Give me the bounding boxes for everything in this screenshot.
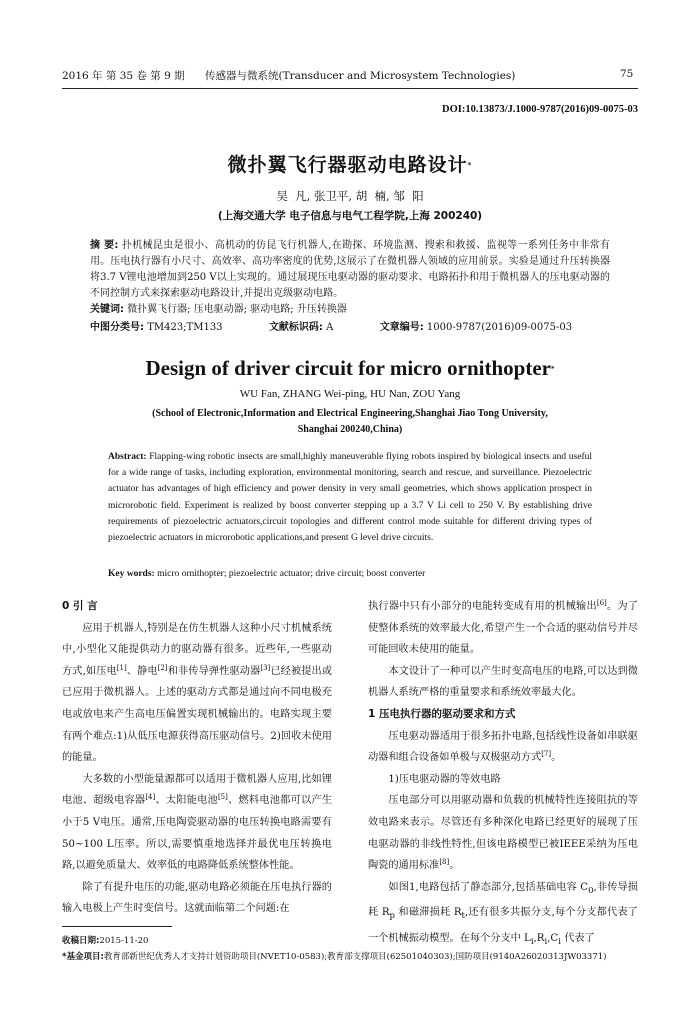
english-abstract-label: Abstract: xyxy=(108,452,147,462)
chinese-keywords: 关键词: 微扑翼飞行器; 压电驱动器; 驱动电路; 升压转换器 xyxy=(90,304,347,315)
funding-note: *基金项目:教育部新世纪优秀人才支持计划资助项目(NVET10-0583);教育部支撑项目(62501040303);国防项目(9140A26020313JW03371) xyxy=(62,952,607,962)
received-date: 收稿日期:2015-11-20 xyxy=(62,936,149,946)
header-rule xyxy=(62,88,638,89)
paragraph: 执行器中只有小部分的电能转变成有用的机械输出[6]。为了使整体系统的效率最大化,希望产生一个合适的驱动信号并尽可能回收未使用的能量。 xyxy=(368,599,639,656)
chinese-title: 微扑翼飞行器驱动电路设计* xyxy=(227,154,473,176)
abstract-label: 摘 要: xyxy=(90,240,119,251)
paragraph: 本文设计了一种可以产生时变高电压的电路,可以达到微机器人系统严格的重量要求和系统效率最大化。 xyxy=(368,665,638,699)
page-number: 75 xyxy=(620,68,634,80)
paragraph: 应用于机器人,特别是在仿生机器人这种小尺寸机械系统中,小型化又能提供动力的驱动器有很多。近些年,一些驱动方式,如压电[1]、静电[2]和非传导弹性驱动器[3]已经被提出或已应用于微机器人。上述的驱动方式都是通过向不同电极充电或放电来产生高电压偏置实现机械输出的。电路实现主要有两个难点:1)从低压电源获得高压驱动信号。2)回收未使用的能量。 xyxy=(62,622,333,764)
english-authors: WU Fan, ZHANG Wei-ping, HU Nan, ZOU Yang xyxy=(239,388,461,400)
english-abstract: Abstract: Flapping-wing robotic insects are small,highly maneuverable flying robots inspired by biological insects and useful for a wide range of tasks, including exploration, environmental monitoring, search and rescue, and surveillance. Piezoelectric actuator has advantages of high efficiency and power density in very small geometries, which shows application prospect in microrobotic field. Experiment is realized by boost converter stepping up a 3.7 V Li cell to 250 V. By establishing drive requirements of piezoelectric actuators,circuit topologies and different control mode suitable for different driving types of piezoelectric actuators in microrobotic applications,and present G level drive circuits. xyxy=(108,452,592,544)
doi: DOI:10.13873/J.1000-9787(2016)09-0075-03 xyxy=(442,104,638,115)
paragraph: 压电驱动器适用于很多拓扑电路,包括线性设备如串联驱动器和组合设备如单极与双极驱动方式[7]。 xyxy=(368,730,638,764)
english-affiliation: (School of Electronic,Information and Electrical Engineering,Shanghai Jiao Tong University, Shanghai 200240,China) xyxy=(152,408,548,435)
footnote-rule xyxy=(62,926,172,927)
english-keywords-label: Key words: xyxy=(108,569,155,579)
chinese-affiliation: (上海交通大学 电子信息与电气工程学院,上海 200240) xyxy=(217,210,483,222)
section-1-heading: 1 压电执行器的驱动要求和方式 xyxy=(368,707,516,720)
section-0-heading: 0 引 言 xyxy=(62,600,98,612)
paragraph: 除了有提升电压的功能,驱动电路必须能在压电执行器的输入电极上产生时变信号。这就面临第二个问题:在 xyxy=(62,881,332,915)
chinese-abstract: 摘 要: 扑机械昆虫是很小、高机动的仿昆飞行机器人,在勘探、环境监测、搜索和救援、监视等一系列任务中非常有用。压电执行器有小尺寸、高效率、高功率密度的优势,这展示了在微机器人领域的应用前景。实验是通过升压转换器将3.7 V锂电池增加到250 V以上实现的。通过展现压电驱动器的驱动要求、电路拓扑和用于微机器人的压电驱动器的不同控制方式来探索驱动电路设计,并提出克级驱动电路。 xyxy=(90,240,610,299)
clc-number: TM423;TM133 xyxy=(147,322,223,333)
paragraph: 压电部分可以用驱动器和负载的机械特性连接阻抗的等效电路来表示。尽管还有多种深化电路已经更好的展现了压电驱动器的非线性特性,但该电路模型已被IEEE采纳为压电陶瓷的通用标准[8]。 xyxy=(368,795,638,872)
english-title-footnote-mark: * xyxy=(551,365,555,373)
body-left-column xyxy=(62,596,332,920)
english-keywords: Key words: micro ornithopter; piezoelectric actuator; drive circuit; boost converter xyxy=(108,569,426,579)
document-code: A xyxy=(326,322,334,333)
classification-line: 中图分类号: TM423;TM133 文献标识码: A 文章编号: 1000-9787(2016)09-0075-03 xyxy=(90,322,573,333)
chinese-authors: 吴 凡, 张卫平, 胡 楠, 邹 阳 xyxy=(276,189,424,203)
body-right-column xyxy=(368,596,638,954)
journal-issue: 2016 年 第 35 卷 第 9 期 xyxy=(62,70,185,82)
english-title: Design of driver circuit for micro ornithopter* xyxy=(145,356,555,380)
keywords-label: 关键词: xyxy=(90,304,124,315)
subsection-heading: 1)压电驱动器的等效电路 xyxy=(388,773,501,785)
title-footnote-mark: * xyxy=(467,161,473,169)
paragraph: 大多数的小型能量源都可以适用于微机器人应用,比如锂电池、超级电容器[4]、太阳能电池[5]、燃料电池都可以产生小于5 V电压。通常,压电陶瓷驱动器的电压转换电路需要有50~100 L压率。所以,需要慎重地选择并最优电压转换电路,以避免质量大、效率低的电路降低系统整体性能。 xyxy=(62,773,333,872)
article-number: 1000-9787(2016)09-0075-03 xyxy=(426,322,573,333)
paragraph: 如图1,电路包括了静态部分,包括基础电容 $C_0$,非传导损耗 $R_p$ 和磁滞损耗 $R_t$,还有很多共振分支,每个分支都代表了一个机械振动模型。在每个分支中 $L_i,R_i,C_i$ 代表了 xyxy=(368,881,638,947)
journal-title: 传感器与微系统(Transducer and Microsystem Technologies) xyxy=(205,70,516,82)
